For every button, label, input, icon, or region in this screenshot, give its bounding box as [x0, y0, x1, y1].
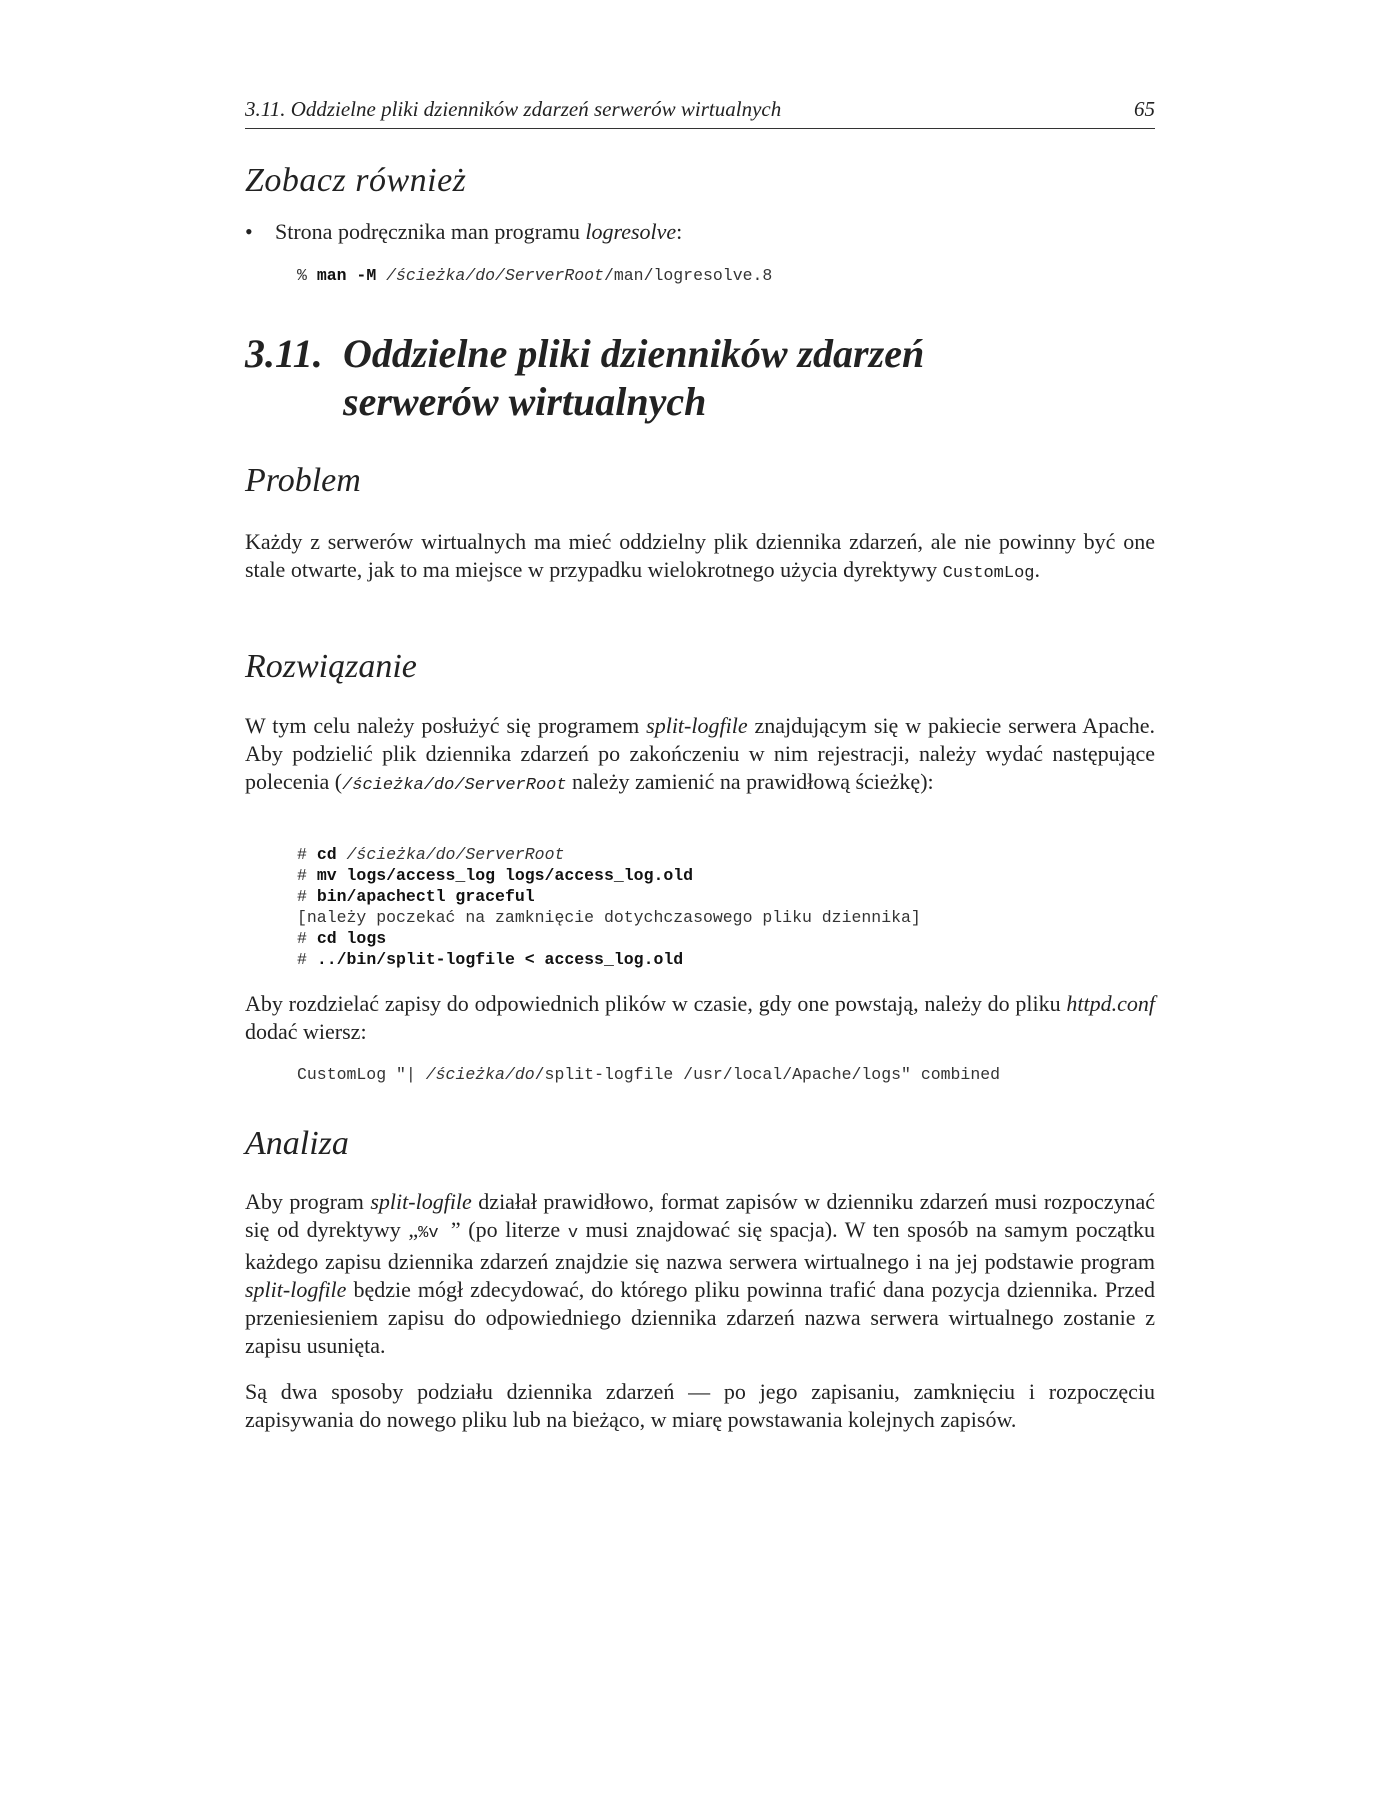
shell-commands	[297, 844, 921, 970]
man-command: % man -M /ścieżka/do/ServerRoot/man/logresolve.8	[297, 266, 773, 285]
code-line: # ../bin/split-logfile < access_log.old	[297, 950, 684, 969]
section-title-line1: Oddzielne pliki dzienników zdarzeń	[343, 331, 925, 376]
section-title	[245, 330, 924, 426]
see-also-heading: Zobacz również	[245, 162, 467, 199]
analysis-heading: Analiza	[245, 1125, 349, 1162]
solution-paragraph-1: W tym celu należy posłużyć się programem split-logfile znajdującym się w pakiecie serwera Apache. Aby podzielić plik dziennika zdarzeń po zakończeniu w nim rejestracji, należy wydać następujące polecenia (/ścieżka/do/ServerRoot należy zamienić na prawidłową ścieżkę):	[245, 713, 1155, 795]
running-title: 3.11. Oddzielne pliki dzienników zdarzeń serwerów wirtualnych	[245, 97, 782, 121]
code-line: # cd logs	[297, 929, 387, 948]
code-line: # cd /ścieżka/do/ServerRoot	[297, 845, 565, 864]
code-line: [należy poczekać na zamknięcie dotychczasowego pliku dziennika]	[297, 908, 921, 927]
page-number: 65	[1134, 97, 1155, 121]
running-header	[245, 97, 1155, 129]
section-title-line2: serwerów wirtualnych	[343, 379, 707, 424]
bullet-dot-icon: •	[245, 219, 253, 244]
program-name: logresolve	[585, 219, 677, 244]
section-number: 3.11.	[245, 331, 323, 376]
problem-heading: Problem	[245, 462, 361, 499]
solution-paragraph-2: Aby rozdzielać zapisy do odpowiednich plików w czasie, gdy one powstają, należy do pliku httpd.conf dodać wiersz:	[245, 991, 1155, 1044]
analysis-paragraph-1: Aby program split-logfile działał prawidłowo, format zapisów w dzienniku zdarzeń musi rozpoczynać się od dyrektywy „%v ” (po literze v musi znajdować się spacja). W ten sposób na samym początku każdego zapisu dziennika zdarzeń znajdzie się nazwa serwera wirtualnego i na jej podstawie program split-logfile będzie mógł zdecydować, do którego pliku powinna trafić dana pozycja dziennika. Przed przeniesieniem zapisu do odpowiedniego dziennika zdarzeń nazwa serwera wirtualnego zostanie z zapisu usunięta.	[245, 1189, 1156, 1358]
problem-paragraph: Każdy z serwerów wirtualnych ma mieć oddzielny plik dziennika zdarzeń, ale nie powinny być one stale otwarte, jak to ma miejsce w przypadku wielokrotnego użycia dyrektywy CustomLog.	[245, 529, 1155, 583]
solution-heading: Rozwiązanie	[245, 648, 417, 685]
code-line: # bin/apachectl graceful	[297, 887, 535, 906]
analysis-paragraph-2: Są dwa sposoby podziału dziennika zdarzeń — po jego zapisaniu, zamknięciu i rozpoczęciu zapisywania do nowego pliku lub na bieżąco, w miarę powstawania kolejnych zapisów.	[245, 1379, 1155, 1432]
customlog-directive: CustomLog "| /ścieżka/do/split-logfile /usr/local/Apache/logs" combined	[297, 1065, 1001, 1084]
see-also-bullet: • Strona podręcznika man programu logresolve:	[245, 219, 683, 244]
code-line: # mv logs/access_log logs/access_log.old	[297, 866, 694, 885]
